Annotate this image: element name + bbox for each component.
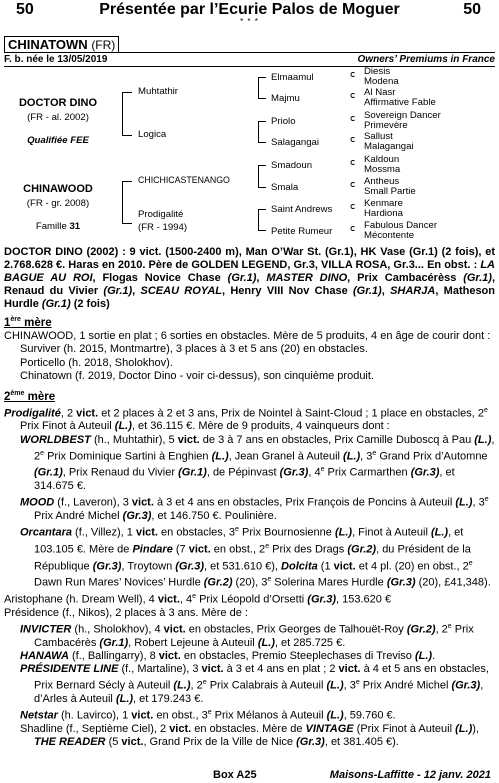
first-dam-heading: 1ère mère [4, 316, 52, 330]
pedigree-g8-7: Saint Andrews [271, 204, 333, 215]
second-dam-heading: 2ème mère [4, 389, 56, 403]
bracket: ⅽ [350, 157, 356, 168]
pedigree-table [0, 66, 499, 244]
first-dam-produce-2: Porticello (h. 2018, Sholokhov). [20, 356, 173, 369]
produce-hanawa: HANAWA (f., Ballingarry), 8 vict. en obstacles, Premio Steeplechases di Treviso (L.). [20, 649, 436, 662]
produce-presidence: Présidence (f., Nikos), 2 places à 3 ans. Mère de : [4, 606, 248, 619]
pedigree-g16-7: Sallust [364, 131, 393, 142]
pedigree-g16-10: Mossma [364, 164, 401, 175]
bracket: ⅽ [350, 69, 356, 80]
produce-presidente-line: PRÉSIDENTE LINE (f., Martaline), 3 vict. à 3 et 4 ans en plat ; 2 vict. à 4 et 5 ans en obstacles, Prix Bernard Sécly à Auteuil (L.), 2e Prix Calabrais à Auteuil (L.), 3e Prix André Michel (Gr.3), d’Arles à Auteuil (L.), et 179.243 €. [20, 662, 489, 705]
produce-orcantara: Orcantara (f., Villez), 1 vict. en obstacles, 3e Prix Bournosienne (L.), Finot à Auteuil (L.), et 103.105 €. Mère de Pindare (7 vict. en obst., 2e Prix des Drags (Gr.2), du Président de la République (Gr.3), Troytown (Gr.3), et 531.610 €), Dolcita (1 vict. et 4 pl. (20) en obst., 2e Dawn Run Mares’ Novices’ Hurdle (Gr.2) (20), 3e Solerina Mares Hurdle (Gr.3) (20), £41,348). [20, 526, 491, 589]
pedigree-g3: CHICHICASTENANGO [138, 175, 230, 185]
produce-mood: MOOD (f., Laveron), 3 vict. à 3 et 4 ans en obstacles, Prix François de Poncins à Auteuil (L.), 3e Prix André Michel (Gr.3), et 146.750 €. Poulinière. [20, 496, 489, 522]
pedigree-g8-2: Majmu [271, 93, 300, 104]
sire-info: (FR - al. 2002) [27, 112, 89, 123]
bracket: ⅽ [350, 134, 356, 145]
first-dam-produce-1: Surviver (h. 2015, Montmartre), 3 places à 3 et 5 ans (20) en obstacles. [20, 343, 368, 356]
pedigree-g16-12: Small Partie [364, 186, 416, 197]
pedigree-g16-13: Kenmare [364, 198, 403, 209]
header-stars: * * * [240, 17, 259, 26]
pedigree-g16-9: Kaldoun [364, 154, 400, 165]
sale-date: Maisons-Laffitte - 12 janv. 2021 [329, 769, 491, 781]
produce-invicter: INVICTER (h., Sholokhov), 4 vict. en obstacles, Prix Georges de Talhouët-Roy (Gr.2), 2e Prix Cambacérès (Gr.1), Robert Lejeune à Auteuil (L.), et 285.725 €. [20, 622, 474, 649]
bracket: ⅽ [350, 90, 356, 101]
pedigree-g16-2: Modena [364, 76, 399, 87]
bracket: ⅽ [350, 113, 356, 124]
produce-netstar: Netstar (h. Lavirco), 1 vict. en obst., 3e Prix Mélanos à Auteuil (L.), 59.760 €. [20, 708, 396, 722]
pedigree-g4-info: (FR - 1994) [138, 222, 188, 233]
lot-number-left: 50 [16, 1, 34, 18]
pedigree-g16-5: Sovereign Dancer [364, 110, 441, 121]
page-title: Présentée par l’Ecurie Palos de Moguer [99, 1, 400, 18]
pedigree-g8-5: Smadoun [271, 160, 313, 171]
dam-name: CHINAWOOD [23, 183, 93, 195]
pedigree-g16-14: Hardiona [364, 208, 403, 219]
pedigree-g16-15: Fabulous Dancer [364, 220, 438, 231]
owners-premiums: Owners’ Premiums in France [357, 54, 495, 65]
pedigree-g16-3: Al Nasr [364, 87, 396, 98]
pedigree-g8-1: Elmaamul [271, 72, 314, 83]
pedigree-g2: Logica [138, 129, 167, 140]
dam-family: Famille 31 [35, 221, 81, 232]
pedigree-g16-6: Primevère [364, 120, 408, 131]
page-footer [0, 767, 499, 783]
produce-worldbest: WORLDBEST (h., Muhtathir), 5 vict. de 3 à 7 ans en obstacles, Prix Camille Duboscq à Pau (L.), 2e Prix Dominique Sartini à Enghien (L.), Jean Granel à Auteuil (L.), 3e Grand Prix d’Automne (Gr.1), Prix Renaud du Vivier (Gr.1), de Pépinvast (Gr.3), 4e Prix Carmarthen (Gr.3), et 314.675 €. [20, 433, 495, 493]
pedigree-g8-4: Salagangai [271, 137, 320, 148]
pedigree-g16-1: Diesis [364, 66, 391, 77]
first-dam-produce-3: Chinatown (f. 2019, Doctor Dino - voir ci-dessus), son cinquième produit. [20, 369, 374, 382]
sire-paragraph: DOCTOR DINO (2002) : 9 vict. (1500-2400 m), Man O’War St. (Gr.1), HK Vase (Gr.1) (2 fois), et 2.768.628 €. Haras en 2010. Père de GOLDEN LEGEND, Gr.3, VILLA ROSA, Gr.3... En obst. : LA BAGUE AU ROI, Flogas Novice Chase (Gr.1), MASTER DINO, Prix Cambacérèss (Gr.1), Renaud du Vivier (Gr.1), SCEAU ROYAL, Henry VIII Nov Chase (Gr.1), SHARJA, Matheson Hurdle (Gr.1) (2 fois) [4, 246, 495, 311]
horse-name: CHINATOWN (FR) [4, 36, 119, 53]
pedigree-g8-3: Priolo [271, 116, 296, 127]
sire-name: DOCTOR DINO [18, 97, 98, 109]
pedigree-g4: Prodigalité [138, 209, 184, 220]
sire-note: Qualifiée FEE [27, 135, 89, 146]
bracket: ⅽ [350, 223, 356, 234]
bracket: ⅽ [350, 201, 356, 212]
produce-aristophane: Aristophane (h. Dream Well), 4 vict., 4e Prix Léopold d’Orsetti (Gr.3), 153.620 € [4, 593, 392, 606]
dam-info: (FR - gr. 2008) [26, 198, 90, 209]
pedigree-g16-4: Affirmative Fable [364, 97, 436, 108]
bracket: ⅽ [350, 179, 356, 190]
second-dam-intro: Prodigalité, 2 vict. et 2 places à 2 et 3 ans, Prix de Nointel à Saint-Cloud ; 1 place en obstacles, 2e Prix Finot à Auteuil (L.), et 36.115 €. Mère de 9 produits, 4 vainqueurs dont : [4, 406, 488, 433]
horse-description: F. b. née le 13/05/2019 [4, 54, 108, 65]
pedigree-g16-11: Antheus [364, 176, 400, 187]
pedigree-g16-16: Mécontente [364, 230, 415, 241]
pedigree-g1: Muhtathir [138, 86, 178, 97]
produce-shadline: Shadline (f., Septième Ciel), 2 vict. en obstacles. Mère de VINTAGE (Prix Finot à Auteuil (L.)), THE READER (5 vict., Grand Prix de la Ville de Nice (Gr.3), et 381.405 €). [20, 722, 479, 748]
pedigree-g8-8: Petite Rumeur [271, 226, 333, 237]
horse-name-bar [4, 36, 495, 53]
pedigree-g16-8: Malagangai [364, 141, 414, 152]
box-number: Box A25 [213, 769, 257, 781]
catalogue-body [4, 246, 495, 749]
lot-number-right: 50 [463, 1, 481, 18]
first-dam-intro: CHINAWOOD, 1 sortie en plat ; 6 sorties en obstacles. Mère de 5 produits, 4 en âge de courir dont : [4, 330, 491, 343]
pedigree-g8-6: Smala [271, 182, 299, 193]
horse-description-bar [4, 53, 495, 67]
